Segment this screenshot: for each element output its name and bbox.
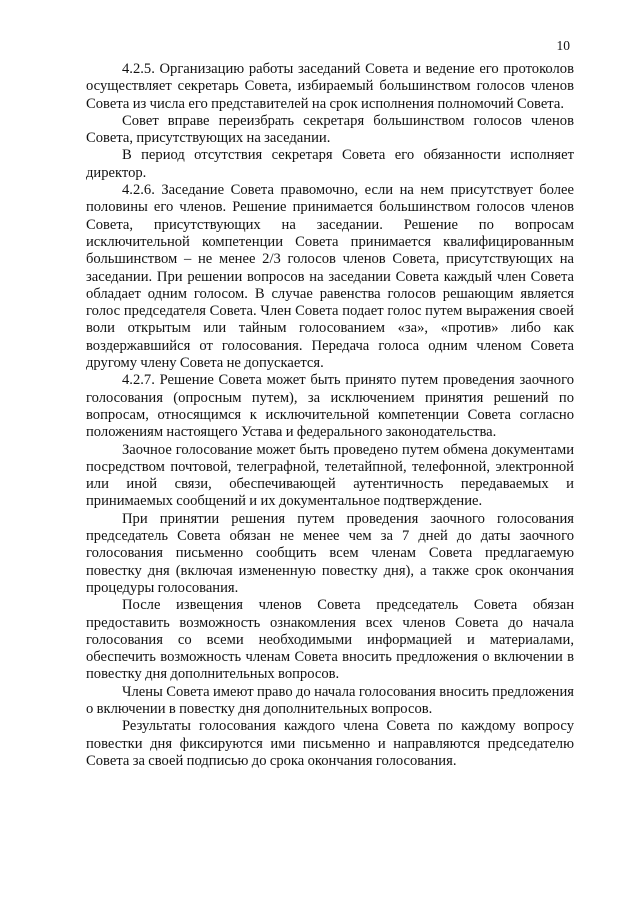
paragraph-materials-access: После извещения членов Совета председатель Совета обязан предоставить возможность ознакомления всех членов Совета до начала голосования со всеми необходимыми информацией и материалами, обеспечить возможность членам Совета вносить предложения о включении в повестку дня дополнительных вопросов. xyxy=(86,597,574,683)
document-body xyxy=(86,61,574,770)
paragraph-secretary-reelection: Совет вправе переизбрать секретаря большинством голосов членов Совета, присутствующих на заседании. xyxy=(86,112,574,147)
paragraph-4-2-5: 4.2.5. Организацию работы заседаний Совета и ведение его протоколов осуществляет секретарь Совета, избираемый большинством голосов членов Совета из числа его представителей на срок исполнения полномочий Совета. xyxy=(86,61,574,112)
paragraph-agenda-proposals: Члены Совета имеют право до начала голосования вносить предложения о включении в повестку дня дополнительных вопросов. xyxy=(86,683,574,717)
page-number: 10 xyxy=(556,38,570,53)
paragraph-4-2-6: 4.2.6. Заседание Совета правомочно, если на нем присутствует более половины его членов. Решение принимается большинством голосов членов Совета, присутствующих на заседании. Решение по вопросам исключительной компетенции Совета принимается квалифицированным большинством – не менее 2/3 голосов членов Совета, присутствующих на заседании. При решении вопросов на заседании Совета каждый член Совета обладает одним голосом. В случае равенства голосов решающим является голос председателя Совета. Член Совета подает голос путем выражения своей воли открытым или тайным голосованием «за», «против» либо как воздержавшийся от голосования. Передача голоса одним членом Совета другому члену Совета не допускается. xyxy=(86,182,574,372)
paragraph-secretary-absence: В период отсутствия секретаря Совета его обязанности исполняет директор. xyxy=(86,147,574,181)
paragraph-absentee-voting-notice: При принятии решения путем проведения заочного голосования председатель Совета обязан не менее чем за 7 дней до даты заочного голосования письменно сообщить всем членам Совета предлагаемую повестку дня (включая измененную повестку дня), а также срок окончания процедуры голосования. xyxy=(86,510,574,596)
paragraph-4-2-7: 4.2.7. Решение Совета может быть принято путем проведения заочного голосования (опросным путем), за исключением принятия решений по вопросам, относящимся к исключительной компетенции Совета согласно положениям настоящего Устава и федерального законодательства. xyxy=(86,372,574,441)
paragraph-absentee-voting-methods: Заочное голосование может быть проведено путем обмена документами посредством почтовой, телеграфной, телетайпной, телефонной, электронной или иной связи, обеспечивающей аутентичность передаваемых и принимаемых сообщений и их документальное подтверждение. xyxy=(86,441,574,510)
paragraph-voting-results: Результаты голосования каждого члена Совета по каждому вопросу повестки дня фиксируются ими письменно и направляются председателю Совета за своей подписью до срока окончания голосования. xyxy=(86,718,574,769)
